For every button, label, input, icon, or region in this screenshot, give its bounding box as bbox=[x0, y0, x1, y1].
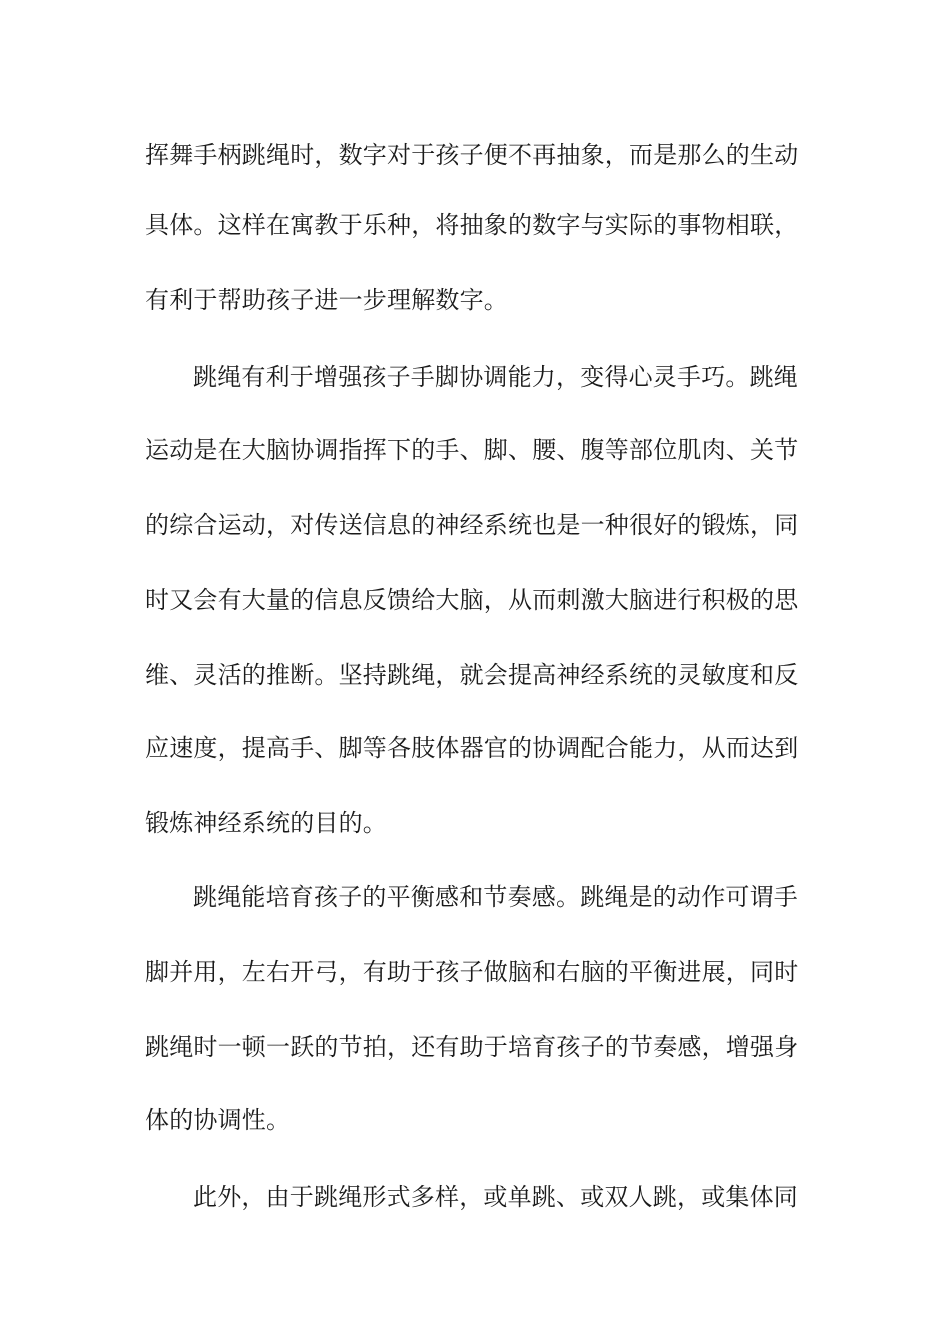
text-line: 挥舞手柄跳绳时，数字对于孩子便不再抽象，而是那么的生动 bbox=[145, 141, 799, 169]
text-line: 跳绳时一顿一跃的节拍，还有助于培育孩子的节奏感，增强身 bbox=[145, 1033, 799, 1061]
text-line: 应速度，提高手、脚等各肢体器官的协调配合能力，从而达到 bbox=[145, 734, 799, 762]
text-line: 的综合运动，对传送信息的神经系统也是一种很好的锻炼，同 bbox=[145, 511, 799, 539]
text-line: 有利于帮助孩子进一步理解数字。 bbox=[145, 286, 508, 314]
text-line: 体的协调性。 bbox=[145, 1106, 291, 1134]
text-line: 维、灵活的推断。坚持跳绳，就会提高神经系统的灵敏度和反 bbox=[145, 661, 799, 689]
paragraph-first-line: 跳绳能培育孩子的平衡感和节奏感。跳绳是的动作可谓手 bbox=[193, 883, 798, 911]
text-line: 时又会有大量的信息反馈给大脑，从而刺激大脑进行积极的思 bbox=[145, 586, 799, 614]
text-line: 运动是在大脑协调指挥下的手、脚、腰、腹等部位肌肉、关节 bbox=[145, 436, 799, 464]
paragraph-first-line: 跳绳有利于增强孩子手脚协调能力，变得心灵手巧。跳绳 bbox=[193, 363, 798, 391]
text-line: 具体。这样在寓教于乐种，将抽象的数字与实际的事物相联， bbox=[145, 211, 799, 239]
text-line: 脚并用，左右开弓，有助于孩子做脑和右脑的平衡进展，同时 bbox=[145, 958, 799, 986]
text-line: 锻炼神经系统的目的。 bbox=[145, 809, 387, 837]
paragraph-first-line: 此外，由于跳绳形式多样，或单跳、或双人跳，或集体同 bbox=[193, 1183, 798, 1211]
